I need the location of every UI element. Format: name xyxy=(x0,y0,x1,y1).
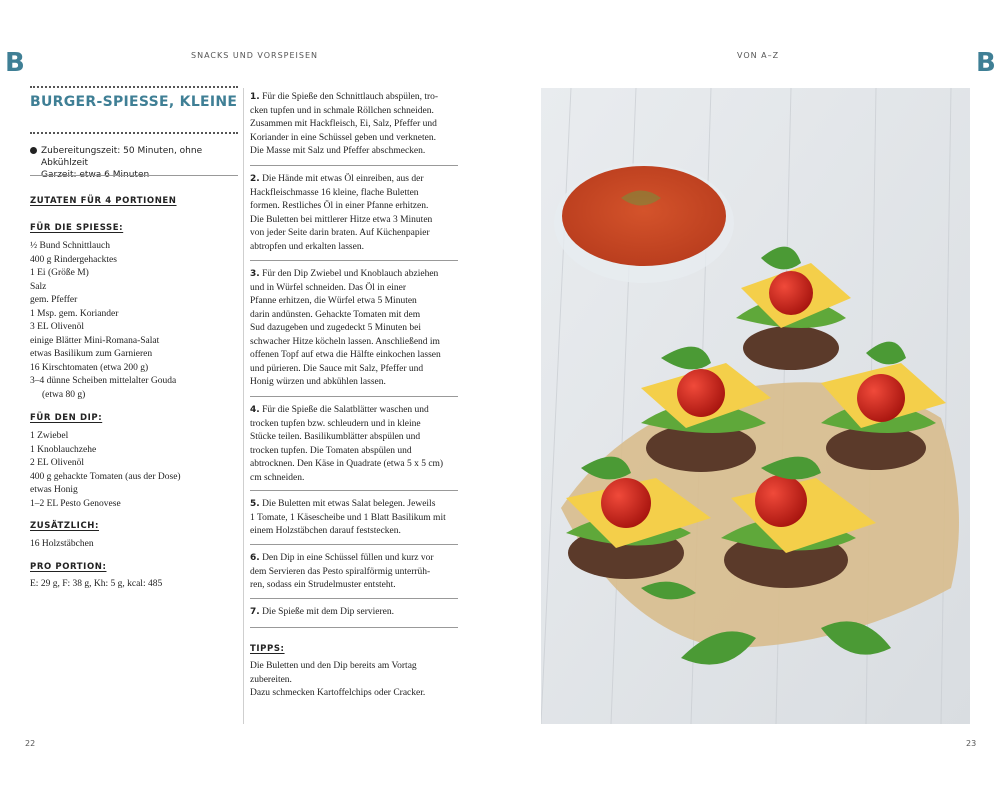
step-text: Hackfleischmasse 16 kleine, flache Buletten xyxy=(250,187,419,198)
step-line xyxy=(250,431,458,445)
dip-heading: FÜR DEN DIP: xyxy=(30,413,103,423)
title-divider-top xyxy=(30,86,238,88)
step-text: cm schneiden. xyxy=(250,472,305,483)
recipe-step xyxy=(250,268,458,390)
step-text: Die Masse mit Salz und Pfeffer abschmecken. xyxy=(250,146,426,156)
step-divider xyxy=(250,627,458,628)
ingredient-item: 16 Kirschtomaten (etwa 200 g) xyxy=(30,362,149,373)
tip-line: Dazu schmecken Kartoffelchips oder Cracker. xyxy=(250,688,426,698)
step-line xyxy=(250,145,458,159)
step-line xyxy=(250,606,458,620)
recipe-step xyxy=(250,552,458,593)
step-text: cken tupfen und in schmale Röllchen schneiden. xyxy=(250,105,434,116)
step-text: Die Hände mit etwas Öl einreiben, aus der xyxy=(262,174,424,184)
ingredient-item: gem. Pfeffer xyxy=(30,295,78,305)
step-line xyxy=(250,187,458,201)
step-line xyxy=(250,498,458,512)
step-text: Für den Dip Zwiebel und Knoblauch abziehen xyxy=(262,269,439,279)
ingredient-item: einige Blätter Mini-Romana-Salat xyxy=(30,335,160,346)
step-text: Koriander in eine Schüssel geben und verkneten. xyxy=(250,132,436,143)
skewers-ingredient-list xyxy=(30,240,176,402)
step-divider xyxy=(250,396,458,397)
step-text: Für die Spieße die Salatblätter waschen und xyxy=(262,405,429,415)
cook-time: Garzeit: etwa 6 Minuten xyxy=(41,170,150,180)
extra-heading: ZUSÄTZLICH: xyxy=(30,521,99,531)
recipe-title: BURGER-SPIESSE, KLEINE xyxy=(30,94,238,110)
step-line xyxy=(250,458,458,472)
page-number-left: 22 xyxy=(25,739,36,748)
dip-ingredient-list xyxy=(30,430,181,511)
step-line xyxy=(250,376,458,390)
ingredient-item: 400 g Rindergehacktes xyxy=(30,254,117,265)
step-line xyxy=(250,214,458,228)
ingredient-item: 1 Msp. gem. Koriander xyxy=(30,308,119,319)
ingredient-item: Salz xyxy=(30,281,47,292)
recipe-step xyxy=(250,606,458,620)
step-line xyxy=(250,309,458,323)
burger-skewers-photo xyxy=(541,88,970,724)
ingredient-item: 3 EL Olivenöl xyxy=(30,322,84,332)
prep-time: Zubereitungszeit: 50 Minuten, ohne Abkühlzeit xyxy=(41,146,203,168)
step-line xyxy=(250,105,458,119)
step-text: Die Buletten mit etwas Salat belegen. Jeweils xyxy=(262,499,436,509)
step-text: einem Holzstäbchen darauf feststecken. xyxy=(250,526,401,536)
step-line xyxy=(250,472,458,486)
time-divider xyxy=(30,175,238,176)
step-line xyxy=(250,118,458,132)
step-text: dem Servieren das Pesto spiralförmig unterrüh- xyxy=(250,566,431,577)
step-text: Den Dip in eine Schüssel füllen und kurz vor xyxy=(262,553,434,563)
ingredient-item: 2 EL Olivenöl xyxy=(30,458,84,468)
tips-body xyxy=(250,660,458,701)
step-text: darin andünsten. Gehackte Tomaten mit dem xyxy=(250,309,421,320)
ingredient-item: ½ Bund Schnittlauch xyxy=(30,241,110,251)
step-text: formen. Restliches Öl in einer Pfanne erhitzen. xyxy=(250,201,429,211)
step-divider xyxy=(250,544,458,545)
step-number: 7. xyxy=(250,607,260,617)
step-text: trocken tupfen. Die Tomaten abspülen und xyxy=(250,445,412,456)
chapter-letter-left: B xyxy=(5,48,25,78)
step-line xyxy=(250,91,458,105)
ingredient-item: 3–4 dünne Scheiben mittelalter Gouda xyxy=(30,376,177,386)
ingredient-item: 16 Holzstäbchen xyxy=(30,539,94,549)
step-line xyxy=(250,282,458,296)
step-text: abtropfen und erkalten lassen. xyxy=(250,241,364,252)
running-head-right: VON A–Z xyxy=(737,51,780,60)
title-divider-bottom xyxy=(30,132,238,134)
step-text: und in Würfel schneiden. Das Öl in einer xyxy=(250,282,407,293)
ingredient-item: 1 Ei (Größe M) xyxy=(30,268,89,278)
step-line xyxy=(250,445,458,459)
step-line xyxy=(250,404,458,418)
step-line xyxy=(250,268,458,282)
step-text: Sud dazugeben und zugedeckt 5 Minuten bei xyxy=(250,323,421,333)
page-number-right: 23 xyxy=(966,739,977,748)
running-head-left: SNACKS UND VORSPEISEN xyxy=(191,51,319,60)
step-line xyxy=(250,227,458,241)
step-divider xyxy=(250,165,458,166)
extra-ingredient-list xyxy=(30,538,94,552)
step-line xyxy=(250,173,458,187)
ingredient-item: 1 Zwiebel xyxy=(30,431,69,441)
step-text: ren, sodass ein Strudelmuster entsteht. xyxy=(250,580,396,590)
step-text: Die Spieße mit dem Dip servieren. xyxy=(262,607,394,617)
step-line xyxy=(250,525,458,539)
ingredient-item: (etwa 80 g) xyxy=(42,389,86,400)
recipe-step xyxy=(250,404,458,485)
recipe-step xyxy=(250,498,458,539)
step-number: 4. xyxy=(250,405,260,415)
step-text: Zusammen mit Hackfleisch, Ei, Salz, Pfeffer und xyxy=(250,119,437,129)
step-line xyxy=(250,566,458,580)
step-text: trocken tupfen bzw. schleudern und in kleine xyxy=(250,418,421,429)
step-line xyxy=(250,418,458,432)
step-number: 3. xyxy=(250,269,260,279)
ingredient-item: etwas Basilikum zum Garnieren xyxy=(30,349,153,359)
nutrition-info: E: 29 g, F: 38 g, Kh: 5 g, kcal: 485 xyxy=(30,579,163,589)
step-text: Die Buletten bei mittlerer Hitze etwa 3 Minuten xyxy=(250,214,433,225)
step-line xyxy=(250,295,458,309)
step-text: Für die Spieße den Schnittlauch abspülen, tro- xyxy=(262,92,439,102)
ingredient-item: 400 g gehackte Tomaten (aus der Dose) xyxy=(30,471,181,482)
step-line xyxy=(250,336,458,350)
step-text: Stücke teilen. Basilikumblätter abspülen und xyxy=(250,432,421,442)
ingredients-heading: ZUTATEN FÜR 4 PORTIONEN xyxy=(30,196,177,206)
step-line xyxy=(250,200,458,214)
step-divider xyxy=(250,598,458,599)
step-line xyxy=(250,579,458,593)
recipe-step xyxy=(250,91,458,159)
step-text: 1 Tomate, 1 Käsescheibe und 1 Blatt Basilikum mit xyxy=(250,512,446,523)
skewers-heading: FÜR DIE SPIESSE: xyxy=(30,223,124,233)
tip-line: Die Buletten und den Dip bereits am Vortag xyxy=(250,661,417,671)
tip-line: zubereiten. xyxy=(250,674,292,685)
clock-icon xyxy=(30,147,37,154)
step-line xyxy=(250,512,458,526)
step-number: 2. xyxy=(250,174,260,184)
portion-heading: PRO PORTION: xyxy=(30,562,107,572)
step-number: 1. xyxy=(250,92,260,102)
step-line xyxy=(250,132,458,146)
step-text: abtrocknen. Den Käse in Quadrate (etwa 5 x 5 cm) xyxy=(250,459,444,469)
step-text: und pürieren. Die Sauce mit Salz, Pfeffer und xyxy=(250,363,424,374)
tips-heading: TIPPS: xyxy=(250,644,285,654)
step-text: schwacher Hitze köcheln lassen. Anschließend im xyxy=(250,336,440,347)
step-number: 5. xyxy=(250,499,260,509)
ingredient-item: 1 Knoblauchzehe xyxy=(30,444,97,455)
step-text: von jeder Seite darin braten. Auf Küchenpapier xyxy=(250,228,430,238)
ingredient-item: etwas Honig xyxy=(30,485,78,495)
step-line xyxy=(250,349,458,363)
ingredient-item: 1–2 EL Pesto Genovese xyxy=(30,498,121,509)
step-line xyxy=(250,363,458,377)
chapter-letter-right: B xyxy=(976,48,996,78)
step-line xyxy=(250,241,458,255)
recipe-step xyxy=(250,173,458,254)
step-line xyxy=(250,552,458,566)
step-number: 6. xyxy=(250,553,260,563)
step-divider xyxy=(250,490,458,491)
step-line xyxy=(250,322,458,336)
column-divider xyxy=(243,88,244,724)
step-divider xyxy=(250,260,458,261)
step-text: Pfanne erhitzen, die Würfel etwa 5 Minuten xyxy=(250,296,417,306)
step-text: offenen Topf auf etwa die Hälfte einkochen lassen xyxy=(250,350,441,360)
step-text: Honig würzen und abkühlen lassen. xyxy=(250,377,386,387)
